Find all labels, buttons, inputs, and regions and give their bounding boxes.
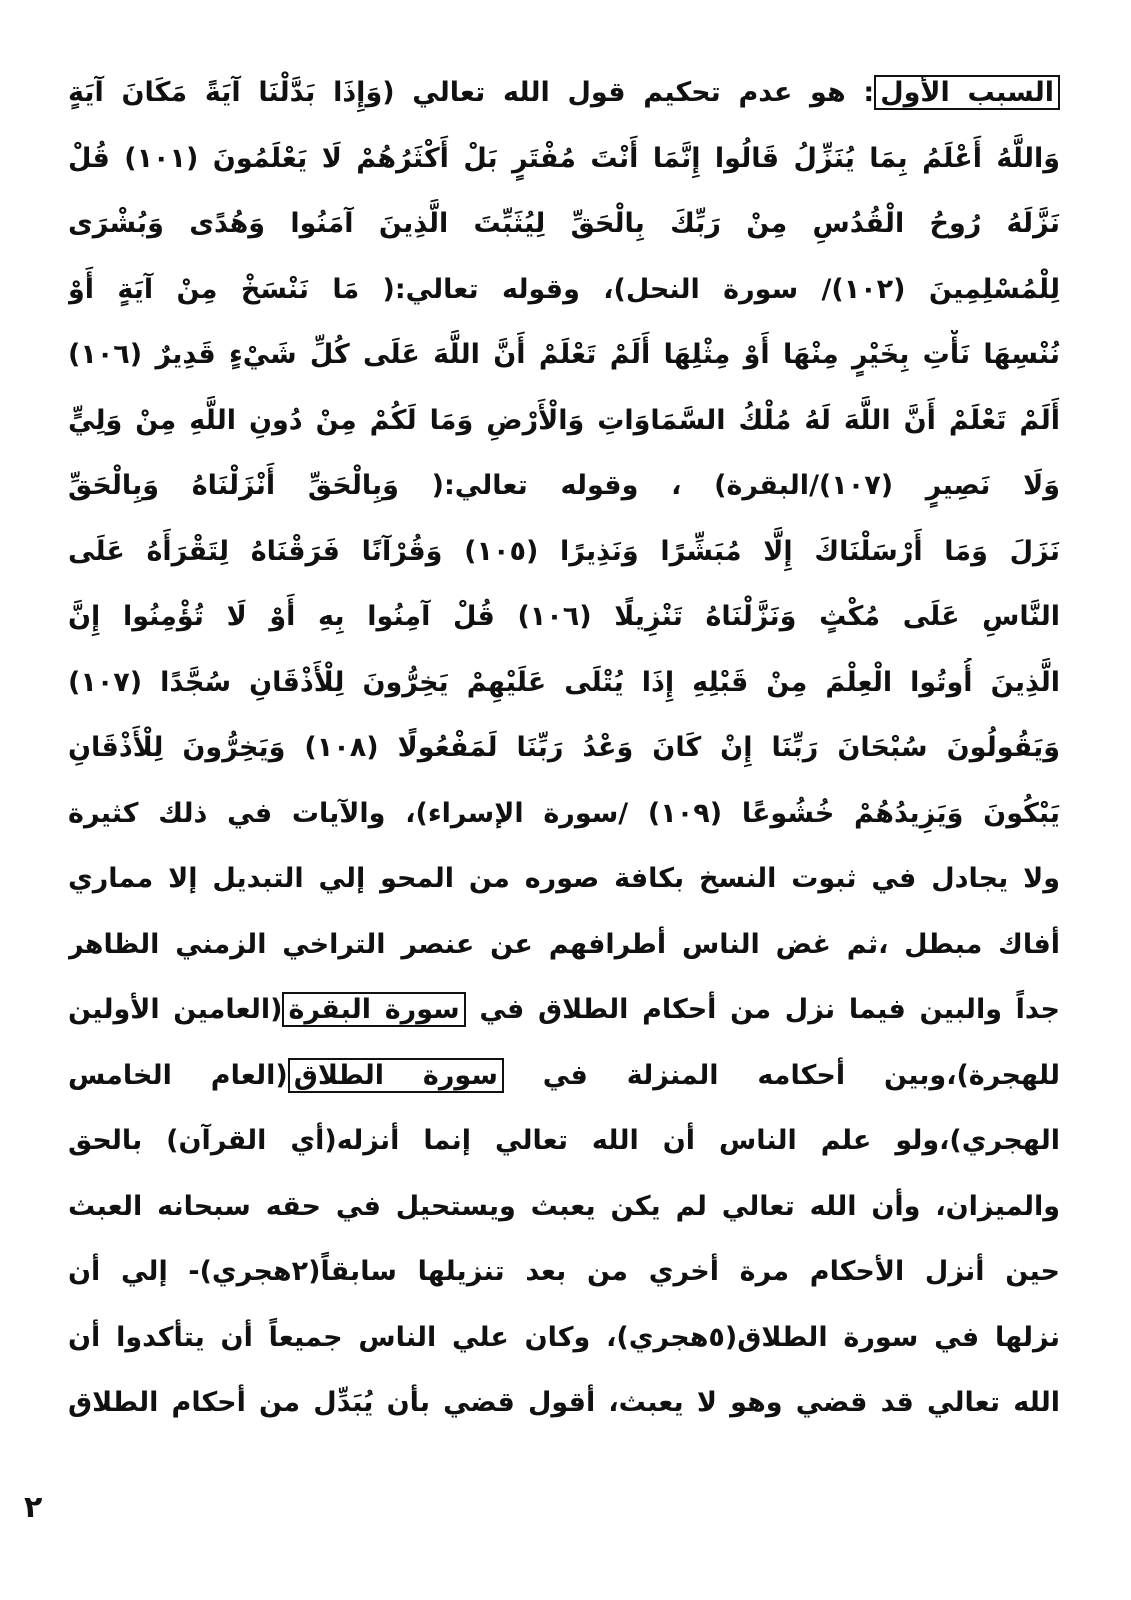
text-line: حين أنزل الأحكام مرة أخري من بعد تنزيلها سابقاً(٢هجري)- إلي أن	[68, 1256, 1060, 1287]
text-line: نَزَّلَهُ رُوحُ الْقُدُسِ مِنْ رَبِّكَ بِالْحَقِّ لِيُثَبِّتَ الَّذِينَ آمَنُوا وَهُدًى وَبُشْرَى	[68, 208, 1060, 239]
boxed-heading: السبب الأول	[874, 75, 1060, 110]
text-line: جداً والبين فيما نزل من أحكام الطلاق في سورة البقرة(العامين الأولين	[68, 994, 1060, 1025]
text-line: وَلَا نَصِيرٍ (١٠٧)/البقرة) ، وقوله تعالي:( وَبِالْحَقِّ أَنْزَلْنَاهُ وَبِالْحَقِّ	[68, 470, 1060, 501]
page-number: ٢	[24, 1490, 43, 1525]
text-line: وَيَقُولُونَ سُبْحَانَ رَبِّنَا إِنْ كَانَ وَعْدُ رَبِّنَا لَمَفْعُولًا (١٠٨) وَيَخِرُّونَ لِلْأَذْقَانِ	[68, 732, 1060, 763]
text-line: يَبْكُونَ وَيَزِيدُهُمْ خُشُوعًا (١٠٩) /سورة الإسراء)، والآيات في ذلك كثيرة	[68, 797, 1060, 829]
text-line: الله تعالي قد قضي وهو لا يعبث، أقول قضي بأن يُبَدِّل من أحكام الطلاق	[68, 1387, 1060, 1418]
text-line: أَلَمْ تَعْلَمْ أَنَّ اللَّهَ لَهُ مُلْكُ السَّمَاوَاتِ وَالْأَرْضِ وَمَا لَكُمْ مِنْ دُونِ اللَّهِ مِنْ وَلِيٍّ	[68, 404, 1060, 436]
text-line: لِلْمُسْلِمِينَ (١٠٢)/ سورة النحل)، وقوله تعالي:( مَا نَنْسَخْ مِنْ آيَةٍ أَوْ	[68, 273, 1060, 305]
text-line: نزلها في سورة الطلاق(٥هجري)، وكان علي الناس جميعاً أن يتأكدوا أن	[68, 1321, 1060, 1353]
text-line: ولا يجادل في ثبوت النسخ بكافة صوره من المحو إلي التبديل إلا مماري	[68, 863, 1060, 894]
text-line: السبب الأول: هو عدم تحكيم قول الله تعالي (وَإِذَا بَدَّلْنَا آيَةً مَكَانَ آيَةٍ	[68, 68, 1060, 118]
document-body	[68, 68, 1060, 1448]
text-line: الَّذِينَ أُوتُوا الْعِلْمَ مِنْ قَبْلِهِ إِذَا يُتْلَى عَلَيْهِمْ يَخِرُّونَ لِلْأَذْقَانِ سُجَّدًا (١٠٧)	[68, 666, 1060, 698]
text-line: للهجرة)،وبين أحكامه المنزلة في سورة الطلاق(العام الخامس	[68, 1059, 1060, 1091]
boxed-surah-name: سورة الطلاق	[288, 1058, 504, 1093]
text-line: والميزان، وأن الله تعالي لم يكن يعبث ويستحيل في حقه سبحانه العبث	[68, 1190, 1060, 1222]
text-line: نَزَلَ وَمَا أَرْسَلْنَاكَ إِلَّا مُبَشِّرًا وَنَذِيرًا (١٠٥) وَقُرْآنًا فَرَقْنَاهُ لِتَقْرَأَهُ عَلَى	[68, 535, 1060, 567]
boxed-surah-name: سورة البقرة	[282, 992, 465, 1027]
text-line: أفاك مبطل ،ثم غض الناس أطرافهم عن عنصر التراخي الزمني الظاهر	[68, 928, 1060, 960]
text-line: وَاللَّهُ أَعْلَمُ بِمَا يُنَزِّلُ قَالُوا إِنَّمَا أَنْتَ مُفْتَرٍ بَلْ أَكْثَرُهُمْ لَا يَعْلَمُونَ (١٠١) قُلْ	[68, 142, 1060, 174]
text-line: نُنْسِهَا نَأْتِ بِخَيْرٍ مِنْهَا أَوْ مِثْلِهَا أَلَمْ تَعْلَمْ أَنَّ اللَّهَ عَلَى كُلِّ شَيْءٍ قَدِيرٌ (١٠٦)	[68, 339, 1060, 370]
text-line: الهجري)،ولو علم الناس أن الله تعالي إنما أنزله(أي القرآن) بالحق	[68, 1125, 1060, 1156]
text-line: النَّاسِ عَلَى مُكْثٍ وَنَزَّلْنَاهُ تَنْزِيلًا (١٠٦) قُلْ آمِنُوا بِهِ أَوْ لَا تُؤْمِنُوا إِنَّ	[68, 601, 1060, 632]
